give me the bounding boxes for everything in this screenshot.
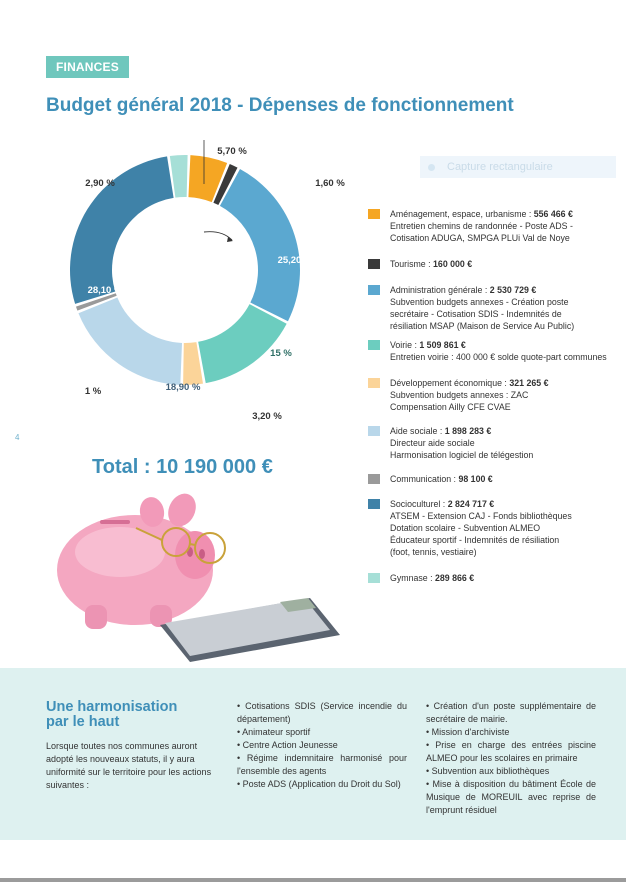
legend-item <box>368 339 618 363</box>
legend-heading <box>390 498 618 510</box>
legend-detail: Subvention budgets annexes - Création poste <box>390 297 569 307</box>
legend-heading <box>390 425 618 437</box>
legend-item <box>368 284 618 332</box>
legend-heading <box>390 208 618 220</box>
action-item: • Création d'un poste supplémentaire de secrétaire de mairie. <box>426 701 596 724</box>
action-item: • Mise à disposition du bâtiment École de Musique de MOREUIL avec reprise de l'emprunt résiduel <box>426 779 596 815</box>
legend-text <box>390 258 618 270</box>
legend-swatch <box>368 378 380 388</box>
legend-detail: Harmonisation logiciel de télégestion <box>390 450 534 460</box>
legend-heading <box>390 339 618 351</box>
action-item: • Poste ADS (Application du Droit du Sol) <box>237 779 401 789</box>
legend-detail: Dotation scolaire - Subvention ALMEO <box>390 523 541 533</box>
legend-swatch <box>368 499 380 509</box>
legend-item <box>368 425 618 461</box>
legend-swatch <box>368 573 380 583</box>
page-bottom-rule <box>0 878 626 882</box>
slice-label: 5,70 % <box>217 146 247 157</box>
legend-text <box>390 377 618 413</box>
screen-capture-overlay[interactable] <box>420 156 616 178</box>
section-tag: FINANCES <box>46 56 129 78</box>
panel-title-line2: par le haut <box>46 714 120 730</box>
legend-amount: 289 866 € <box>434 573 475 583</box>
legend-item <box>368 377 618 413</box>
legend-amount: 1 898 283 € <box>444 426 492 436</box>
action-item: • Prise en charge des entrées piscine ALMEO pour les scolaires en primaire <box>426 740 596 763</box>
legend-detail: Entretien voirie : 400 000 € solde quote-part communes <box>390 352 607 362</box>
legend-detail: ATSEM - Extension CAJ - Fonds bibliothèques <box>390 511 572 521</box>
legend-amount: 2 530 729 € <box>489 285 537 295</box>
legend-swatch <box>368 285 380 295</box>
legend-category: Développement économique : <box>390 378 510 388</box>
donut-chart <box>0 130 400 450</box>
legend-detail: résiliation MSAP (Maison de Service Au Public) <box>390 321 575 331</box>
legend-heading <box>390 473 618 485</box>
legend-amount: 556 466 € <box>533 209 573 219</box>
legend-text <box>390 473 618 485</box>
action-item: • Centre Action Jeunesse <box>237 740 338 750</box>
slice-label: 18,90 % <box>165 382 201 393</box>
page-number: 4 <box>15 433 20 442</box>
actions-list-2 <box>426 700 596 817</box>
actions-list-1 <box>237 700 407 791</box>
page-title: Budget général 2018 - Dépenses de fonctionnement <box>46 95 514 116</box>
legend-swatch <box>368 259 380 269</box>
legend-category: Communication : <box>390 474 459 484</box>
legend-heading <box>390 572 618 584</box>
legend-text <box>390 498 618 558</box>
legend-text <box>390 208 618 244</box>
legend-detail: Directeur aide sociale <box>390 438 475 448</box>
legend-swatch <box>368 209 380 219</box>
total-amount: Total : 10 190 000 € <box>92 456 273 478</box>
legend-category: Gymnase : <box>390 573 435 583</box>
legend-detail: Subvention budgets annexes : ZAC <box>390 390 529 400</box>
legend-detail: (foot, tennis, vestiaire) <box>390 547 477 557</box>
legend-text <box>390 425 618 461</box>
legend-amount: 2 824 717 € <box>447 499 495 509</box>
legend-text <box>390 284 618 332</box>
piggy-bank-illustration <box>40 490 350 665</box>
legend-item <box>368 473 618 485</box>
slice-label: 3,20 % <box>252 411 282 422</box>
slice-label: 1,60 % <box>315 178 345 189</box>
legend-category: Aménagement, espace, urbanisme : <box>390 209 534 219</box>
legend-amount: 98 100 € <box>458 474 493 484</box>
legend-item <box>368 572 618 584</box>
legend-detail: secrétaire - Cotisation SDIS - Indemnités de <box>390 309 562 319</box>
action-item: • Mission d'archiviste <box>426 727 510 737</box>
action-item: • Subvention aux bibliothèques <box>426 766 550 776</box>
legend-detail: Cotisation ADUGA, SMPGA PLUi Val de Noye <box>390 233 570 243</box>
legend-category: Administration générale : <box>390 285 490 295</box>
action-item: • Animateur sportif <box>237 727 311 737</box>
piggy-bank-icon <box>57 490 215 629</box>
slice-label: 2,90 % <box>85 178 115 189</box>
donut-slice <box>198 304 287 383</box>
legend-item <box>368 208 618 244</box>
slice-label: 28,10 % <box>87 285 123 296</box>
donut-slice <box>220 169 300 321</box>
legend-heading <box>390 284 618 296</box>
legend-heading <box>390 258 618 270</box>
legend-swatch <box>368 474 380 484</box>
slice-label: 1 % <box>84 386 102 397</box>
legend-detail: Éducateur sportif - Indemnités de résiliation <box>390 535 560 545</box>
legend-heading <box>390 377 618 389</box>
legend-detail: Compensation Ailly CFE CVAE <box>390 402 511 412</box>
panel-title-line1: Une harmonisation <box>46 699 178 715</box>
legend-category: Aide sociale : <box>390 426 445 436</box>
panel-intro: Lorsque toutes nos communes auront adopté les nouveaux statuts, il y aura uniformité sur le territoire pour les actions suivantes : <box>46 741 212 790</box>
legend-swatch <box>368 426 380 436</box>
action-item: • Cotisations SDIS (Service incendie du département) <box>237 701 407 724</box>
legend-category: Voirie : <box>390 340 420 350</box>
donut-slice <box>78 297 182 384</box>
legend-text <box>390 339 618 363</box>
capture-icon <box>428 164 435 171</box>
legend-item <box>368 258 618 270</box>
legend-amount: 160 000 € <box>433 259 473 269</box>
legend-amount: 321 265 € <box>509 378 549 388</box>
legend-item <box>368 498 618 558</box>
slice-label: 15 % <box>270 348 292 359</box>
overlay-label: Capture rectangulaire <box>447 161 553 173</box>
legend-category: Tourisme : <box>390 259 434 269</box>
legend-text <box>390 572 618 584</box>
legend-swatch <box>368 340 380 350</box>
legend-amount: 1 509 861 € <box>419 340 466 350</box>
panel-title <box>46 700 216 730</box>
legend-detail: Entretien chemins de randonnée - Poste ADS - <box>390 221 573 231</box>
slice-label: 25,20 % <box>277 255 313 266</box>
legend-category: Socioculturel : <box>390 499 448 509</box>
action-item: • Régime indemnitaire harmonisé pour l'ensemble des agents <box>237 753 407 776</box>
